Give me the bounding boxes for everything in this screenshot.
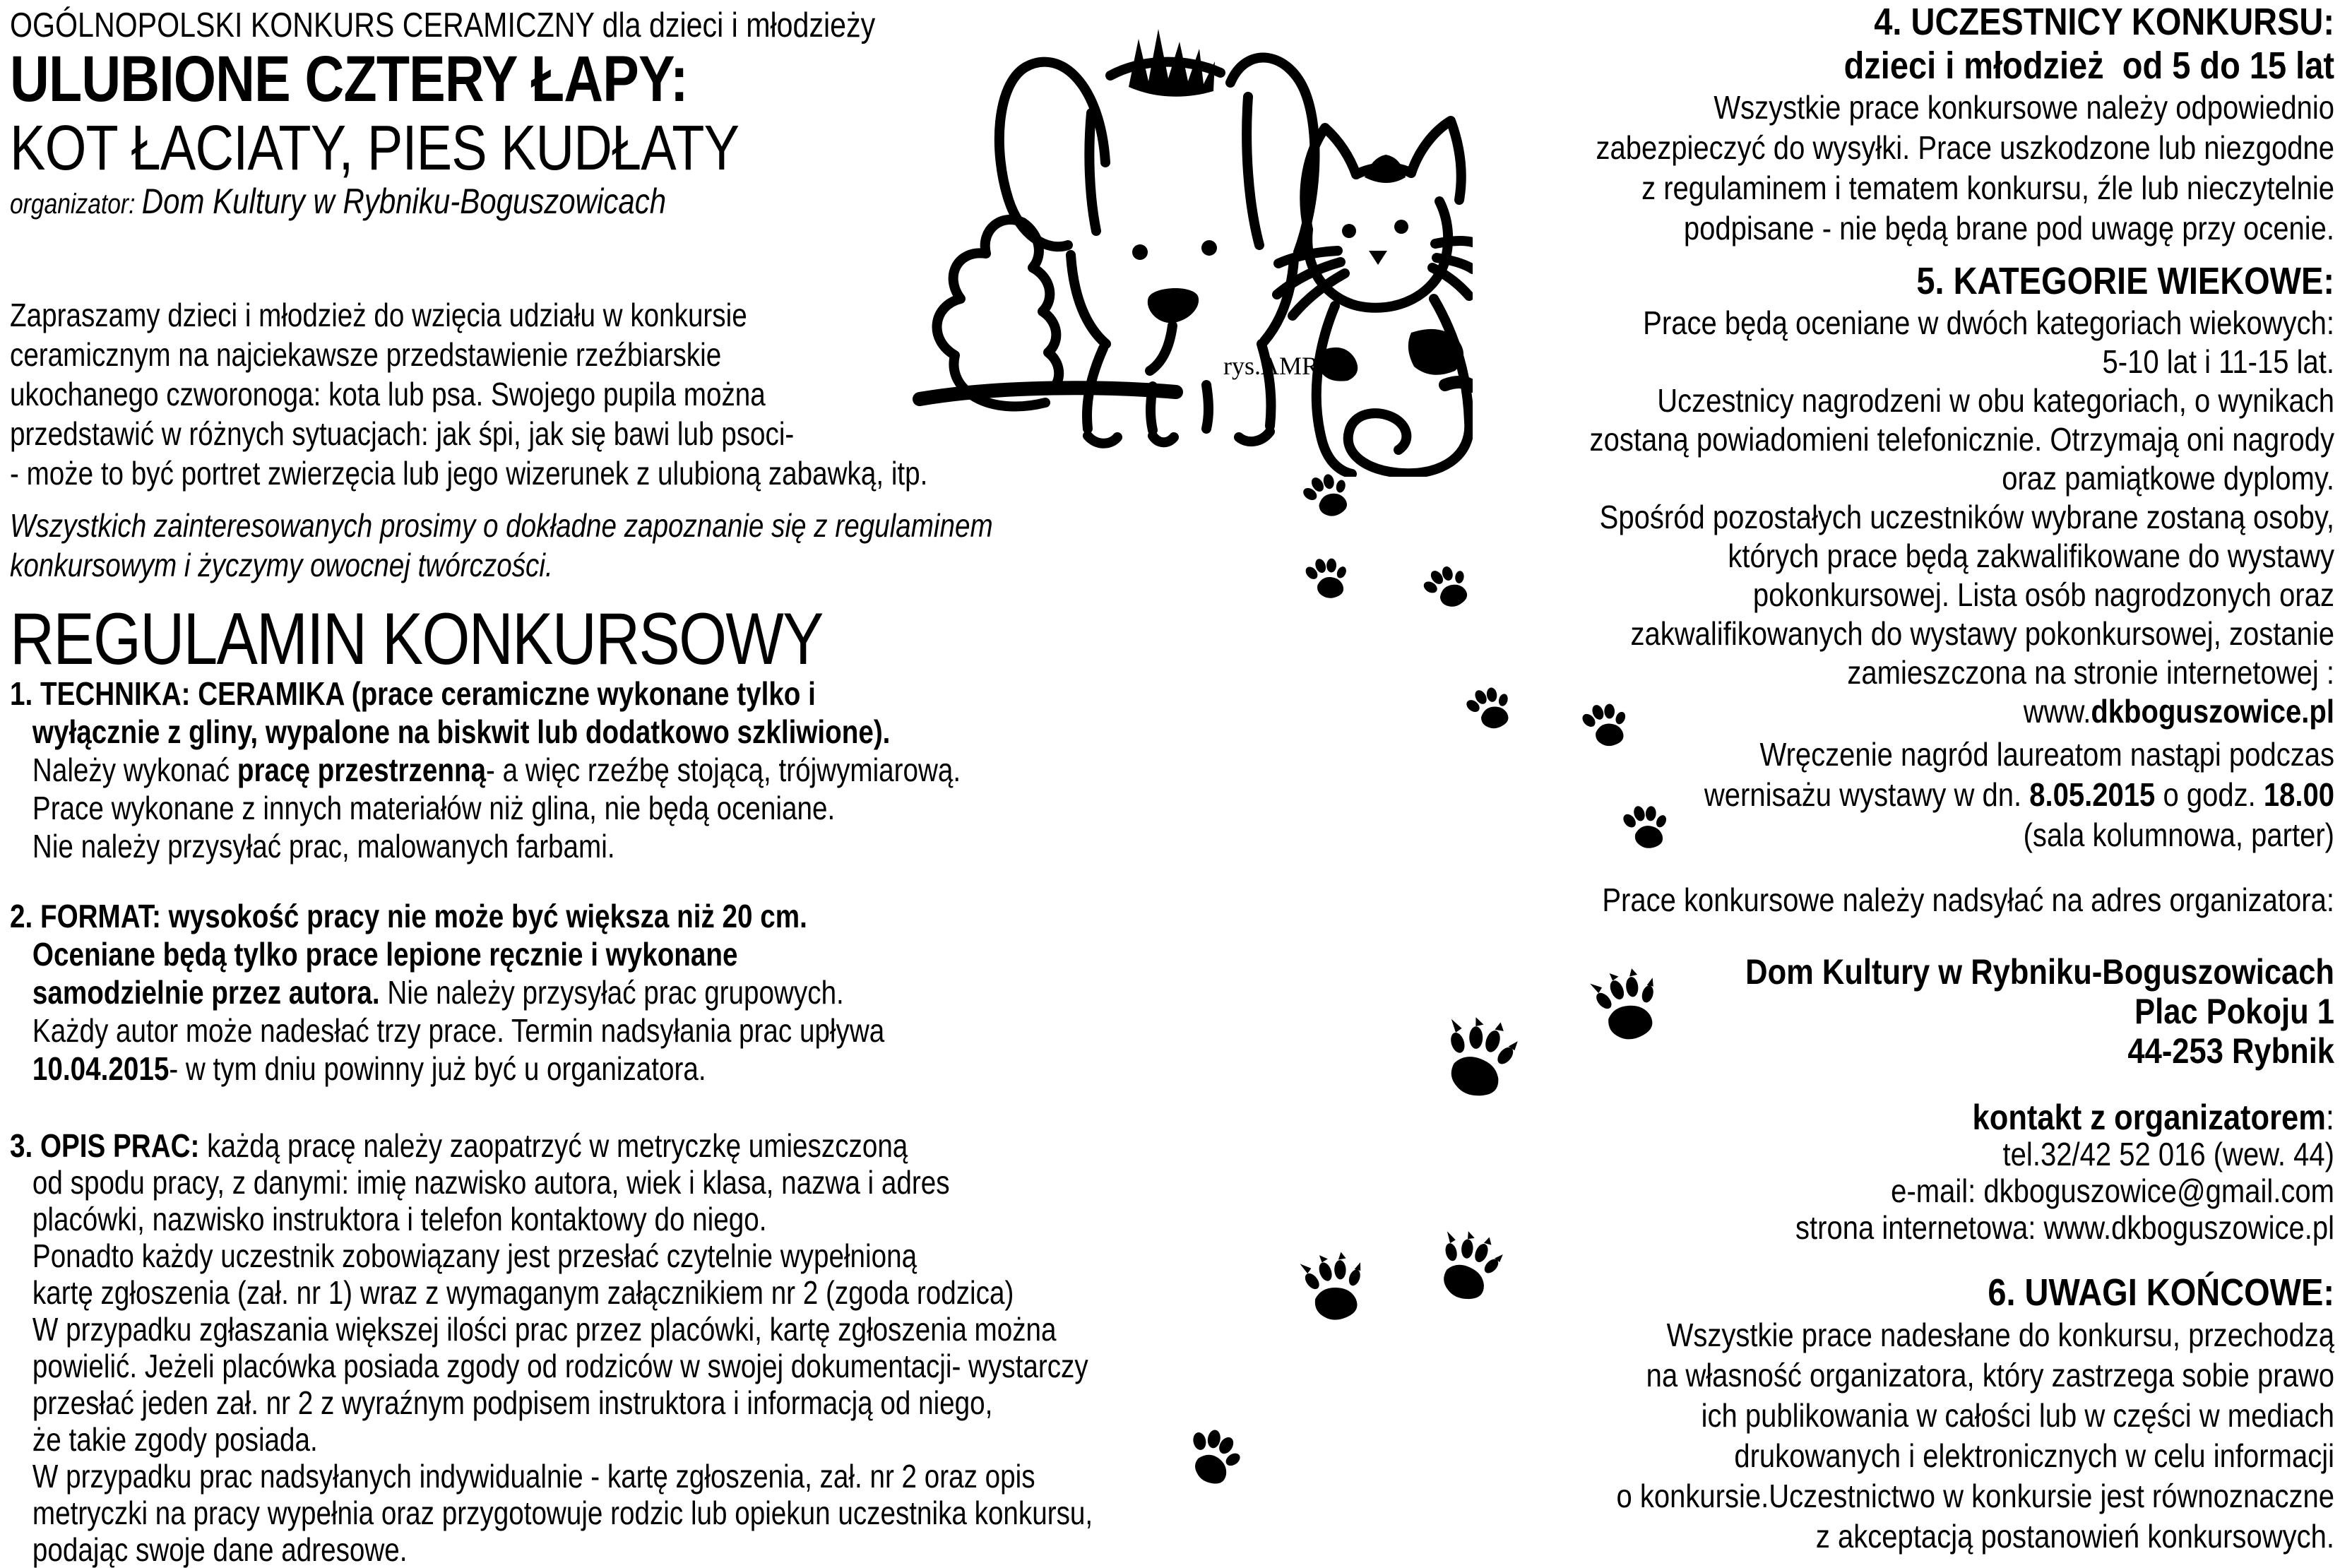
text-line: [10, 789, 961, 827]
text-run: Oceniane będą tylko prace lepione ręcznie i wykonane: [32, 936, 738, 973]
cat-chest-patch: [1319, 348, 1358, 381]
dog-eye-right: [1201, 240, 1217, 256]
cat-head-patch: [1365, 155, 1406, 183]
text-run: Wszystkie prace konkursowe należy odpowiednio: [1714, 89, 2334, 126]
text-line: [10, 545, 993, 585]
text-run: Ponadto każdy uczestnik zobowiązany jest przesłać czytelnie wypełnioną: [32, 1237, 917, 1274]
text-run: Nie należy przysyłać prac, malowanych farbami.: [32, 828, 615, 865]
text-line: [10, 935, 884, 973]
cat-paw-print-icon: [1174, 1418, 1249, 1492]
text-run: Prace wykonane z innych materiałów niż glina, nie będą oceniane.: [32, 790, 836, 826]
text-run: e-mail: dkboguszowice@gmail.com: [1891, 1172, 2334, 1209]
contest-kicker: OGÓLNOPOLSKI KONKURS CERAMICZNY dla dzieci i młodzieży: [10, 6, 876, 44]
text-line: [1616, 1355, 2334, 1396]
text-line: [10, 414, 927, 453]
text-line: [1795, 1209, 2334, 1246]
dog-paw-print-icon: [1432, 1012, 1527, 1107]
text-line: [10, 374, 927, 414]
text-run: Spośród pozostałych uczestników wybrane zostaną osoby,: [1599, 499, 2334, 535]
text-run: każdą pracę należy zaopatrzyć w metryczkę umieszczoną: [207, 1127, 908, 1164]
text-run: 6. UWAGI KOŃCOWE:: [1988, 1271, 2334, 1314]
text-line: [10, 1531, 1093, 1568]
text-run: dzieci i młodzież od 5 do 15 lat: [1843, 44, 2334, 87]
dog-paw-print-icon: [1584, 962, 1673, 1051]
text-run: 10.04.2015: [32, 1050, 170, 1087]
text-run: Należy wykonać: [32, 752, 237, 788]
text-run: przedstawić w różnych sytuacjach: jak śpi, jak się bawi lub psoci-: [10, 415, 795, 452]
text-run: powielić. Jeżeli placówka posiada zgody od rodziców w swojej dokumentacji- wystarczy: [32, 1348, 1088, 1384]
text-run: 5. KATEGORIE WIEKOWE:: [1916, 260, 2334, 302]
rule-2-format: [10, 897, 884, 1088]
text-line: [10, 1274, 1093, 1311]
text-run: że takie zgody posiada.: [32, 1421, 318, 1458]
text-run: 1. TECHNIKA: CERAMIKA (prace ceramiczne wykonane tylko i: [10, 675, 816, 712]
text-run: 44-253 Rybnik: [2127, 1031, 2334, 1071]
text-run: strona internetowa: www.dkboguszowice.pl: [1795, 1209, 2334, 1246]
text-run: :: [2325, 1098, 2334, 1137]
organizer-line: [10, 181, 666, 222]
text-run: kartę zgłoszenia (zał. nr 1) wraz z wymaganym załącznikiem nr 2 (zgoda rodzica): [32, 1274, 1014, 1311]
text-run: samodzielnie przez autora.: [32, 974, 380, 1011]
text-line: [1596, 0, 2334, 44]
text-line: [1704, 815, 2334, 855]
text-run: 18.00: [2263, 776, 2334, 813]
text-line: [1795, 1172, 2334, 1209]
text-line: [1616, 1315, 2334, 1355]
organizer-name: Dom Kultury w Rybniku-Boguszowicach: [141, 182, 667, 221]
text-line: [1596, 88, 2334, 128]
text-run: (sala kolumnowa, parter): [2023, 816, 2334, 853]
cat-paw-print-icon: [1615, 797, 1672, 855]
text-line: [10, 1495, 1093, 1531]
text-line: [10, 295, 927, 335]
text-run: zostaną powiadomieni telefonicznie. Otrzymają oni nagrody: [1589, 421, 2334, 458]
text-line: [1616, 1436, 2334, 1476]
dog-nose: [1148, 288, 1199, 323]
dog-paw-print-icon: [1426, 1225, 1512, 1310]
text-line: [10, 827, 961, 865]
text-run: Prace będą oceniane w dwóch kategoriach wiekowych:: [1643, 304, 2334, 341]
text-run: 4. UCZESTNICY KONKURSU:: [1874, 1, 2334, 43]
contact-block: [1795, 1099, 2334, 1246]
section-4-uczestnicy: [1596, 0, 2334, 249]
text-run: których prace będą zakwalifikowane do wystawy: [1728, 537, 2334, 574]
text-run: placówki, nazwisko instruktora i telefon kontaktowy do niego.: [32, 1201, 767, 1237]
text-line: [1590, 498, 2334, 537]
text-line: [10, 1164, 1093, 1201]
text-run: kontakt z organizatorem: [1972, 1098, 2326, 1137]
text-line: [10, 1348, 1093, 1384]
text-line: [10, 1011, 884, 1050]
text-line: [1745, 992, 2334, 1031]
cat-paw-print-icon: [1413, 555, 1478, 621]
intro-invitation-paragraph: [10, 506, 993, 585]
text-run: Plac Pokoju 1: [2134, 992, 2334, 1031]
text-line: [10, 973, 884, 1011]
organizer-address-block: [1745, 952, 2334, 1071]
text-line: [10, 675, 961, 713]
text-run: dkboguszowice.pl: [2091, 693, 2334, 730]
text-run: 8.05.2015: [2029, 776, 2156, 813]
text-line: [1596, 208, 2334, 249]
text-run: od spodu pracy, z danymi: imię nazwisko autora, wiek i klasa, nazwa i adres: [32, 1164, 950, 1201]
text-run: zamieszczona na stronie internetowej :: [1847, 654, 2334, 691]
text-run: Uczestnicy nagrodzeni w obu kategoriach, o wynikach: [1657, 382, 2334, 419]
text-line: [1590, 343, 2334, 381]
text-line: [1704, 775, 2334, 815]
text-run: ich publikowania w całości lub w części w mediach: [1701, 1397, 2334, 1434]
text-run: www.: [2023, 693, 2091, 730]
text-line: [10, 1127, 1093, 1164]
section-5-kategorie: [1590, 259, 2334, 731]
poster-title-line1: ULUBIONE CZTERY ŁAPY:: [10, 43, 688, 115]
text-line: [10, 335, 927, 374]
text-run: Wszystkich zainteresowanych prosimy o dokładne zapoznanie się z regulaminem: [10, 507, 993, 544]
text-line: [1590, 653, 2334, 692]
text-run: przesłać jeden zał. nr 2 z wyraźnym podpisem instruktora i informacją od niego,: [32, 1384, 993, 1421]
text-line: [10, 453, 927, 493]
text-line: [1590, 537, 2334, 576]
text-line: [1795, 1136, 2334, 1172]
dog-and-cat-sketch: [876, 18, 1473, 477]
text-line: [10, 506, 993, 545]
text-run: - może to być portret zwierzęcia lub jego wizerunek z ulubioną zabawką, itp.: [10, 455, 928, 492]
text-line: [10, 897, 884, 935]
text-line: [1704, 735, 2334, 775]
text-line: [10, 751, 961, 789]
rule-1-technika: [10, 675, 961, 865]
cat-nose: [1369, 251, 1387, 265]
text-run: konkursowym i życzymy owocnej twórczości.: [10, 547, 553, 583]
text-line: [1590, 614, 2334, 653]
text-run: o konkursie.Uczestnictwo w konkursie jest równoznaczne: [1616, 1478, 2334, 1514]
text-run: pracę przestrzenną: [237, 752, 487, 788]
text-line: [10, 1050, 884, 1088]
text-line: [10, 1311, 1093, 1348]
text-line: [1596, 44, 2334, 88]
text-line: [10, 1237, 1093, 1274]
text-line: [1616, 1396, 2334, 1436]
dog-and-cat-illustration: [876, 18, 1473, 477]
text-line: [1590, 692, 2334, 731]
text-run: zabezpieczyć do wysyłki. Prace uszkodzone lub niezgodne: [1596, 129, 2334, 166]
text-line: [1616, 1476, 2334, 1516]
text-run: 5-10 lat i 11-15 lat.: [2102, 343, 2334, 380]
text-run: Każdy autor może nadesłać trzy prace. Termin nadsyłania prac upływa: [32, 1012, 885, 1049]
text-line: [10, 713, 961, 751]
text-line: [10, 1384, 1093, 1421]
text-run: Dom Kultury w Rybniku-Boguszowicach: [1745, 952, 2334, 992]
text-run: na własność organizatora, który zastrzega sobie prawo: [1646, 1357, 2334, 1394]
cat-eye-right: [1394, 220, 1408, 234]
text-run: metryczki na pracy wypełnia oraz przygotowuje rodzic lub opiekun uczestnika konkursu,: [32, 1495, 1093, 1531]
text-line: [1616, 1270, 2334, 1315]
text-line: [10, 1201, 1093, 1237]
text-run: o godz.: [2155, 776, 2264, 813]
text-run: - w tym dniu powinny już być u organizatora.: [169, 1050, 706, 1087]
text-run: Nie należy przysyłać prac grupowych.: [379, 974, 844, 1011]
organizer-label: organizator:: [10, 189, 142, 220]
text-run: W przypadku prac nadsyłanych indywidualnie - kartę zgłoszenia, zał. nr 2 oraz opis: [32, 1458, 1035, 1495]
text-line: [1795, 1099, 2334, 1136]
text-line: [1616, 1516, 2334, 1557]
text-line: [1745, 952, 2334, 992]
dog-paw-print-icon: [1294, 1247, 1376, 1329]
poster-title-line2: KOT ŁACIATY, PIES KUDŁATY: [10, 113, 740, 184]
text-line: [1590, 576, 2334, 614]
text-run: podając swoje dane adresowe.: [32, 1531, 408, 1568]
text-line: [10, 1458, 1093, 1495]
cat-paw-print-icon: [1297, 550, 1353, 605]
text-line: [1590, 459, 2334, 498]
text-line: [1590, 420, 2334, 459]
text-run: Wręczenie nagród laureatom nastąpi podczas: [1759, 736, 2334, 773]
text-run: z regulaminem i tematem konkursu, źle lub nieczytelnie: [1641, 170, 2334, 206]
text-line: [1596, 128, 2334, 168]
text-run: 2. FORMAT: wysokość pracy nie może być większa niż 20 cm.: [10, 898, 807, 934]
text-run: drukowanych i elektronicznych w celu informacji: [1734, 1437, 2334, 1474]
rules-heading: REGULAMIN KONKURSOWY: [10, 598, 823, 680]
rule-3-opis-prac: [10, 1127, 1093, 1568]
cat-eye-left: [1342, 224, 1356, 238]
text-run: Zapraszamy dzieci i młodzież do wzięcia udziału w konkursie: [10, 297, 747, 333]
section-6-uwagi: [1616, 1270, 2334, 1557]
submission-line: Prace konkursowe należy nadsyłać na adres organizatora:: [1602, 881, 2334, 918]
text-line: [1590, 259, 2334, 304]
text-run: W przypadku zgłaszania większej ilości prac przez placówki, kartę zgłoszenia można: [32, 1311, 1057, 1348]
text-line: [1590, 381, 2334, 420]
text-line: [10, 1421, 1093, 1458]
text-run: podpisane - nie będą brane pod uwagę przy ocenie.: [1683, 210, 2334, 247]
text-line: [1590, 304, 2334, 343]
dog-eye-left: [1132, 244, 1148, 260]
text-run: wyłącznie z gliny, wypalone na biskwit lub dodatkowo szkliwione).: [32, 713, 891, 750]
text-run: - a więc rzeźbę stojącą, trójwymiarową.: [486, 752, 961, 788]
text-run: oraz pamiątkowe dyplomy.: [2002, 460, 2334, 497]
text-run: z akceptacją postanowień konkursowych.: [1815, 1518, 2334, 1555]
award-ceremony-block: [1704, 735, 2334, 855]
cat-paw-print-icon: [1456, 677, 1519, 740]
text-run: tel.32/42 52 016 (wew. 44): [2002, 1136, 2334, 1172]
text-run: 3. OPIS PRAC:: [10, 1127, 208, 1164]
text-run: ukochanego czworonoga: kota lub psa. Swojego pupila można: [10, 376, 766, 412]
illustration-caption: rys.AMR: [1223, 352, 1319, 380]
text-run: Wszystkie prace nadesłane do konkursu, przechodzą: [1666, 1317, 2334, 1353]
intro-paragraph: [10, 295, 927, 493]
text-run: wernisażu wystawy w dn.: [1704, 776, 2030, 813]
text-line: [1596, 168, 2334, 208]
text-run: pokonkursowej. Lista osób nagrodzonych oraz: [1752, 576, 2334, 613]
text-run: zakwalifikowanych do wystawy pokonkursowej, zostanie: [1630, 615, 2334, 652]
text-run: ceramicznym na najciekawsze przedstawienie rzeźbiarskie: [10, 336, 722, 373]
text-line: [1745, 1031, 2334, 1071]
